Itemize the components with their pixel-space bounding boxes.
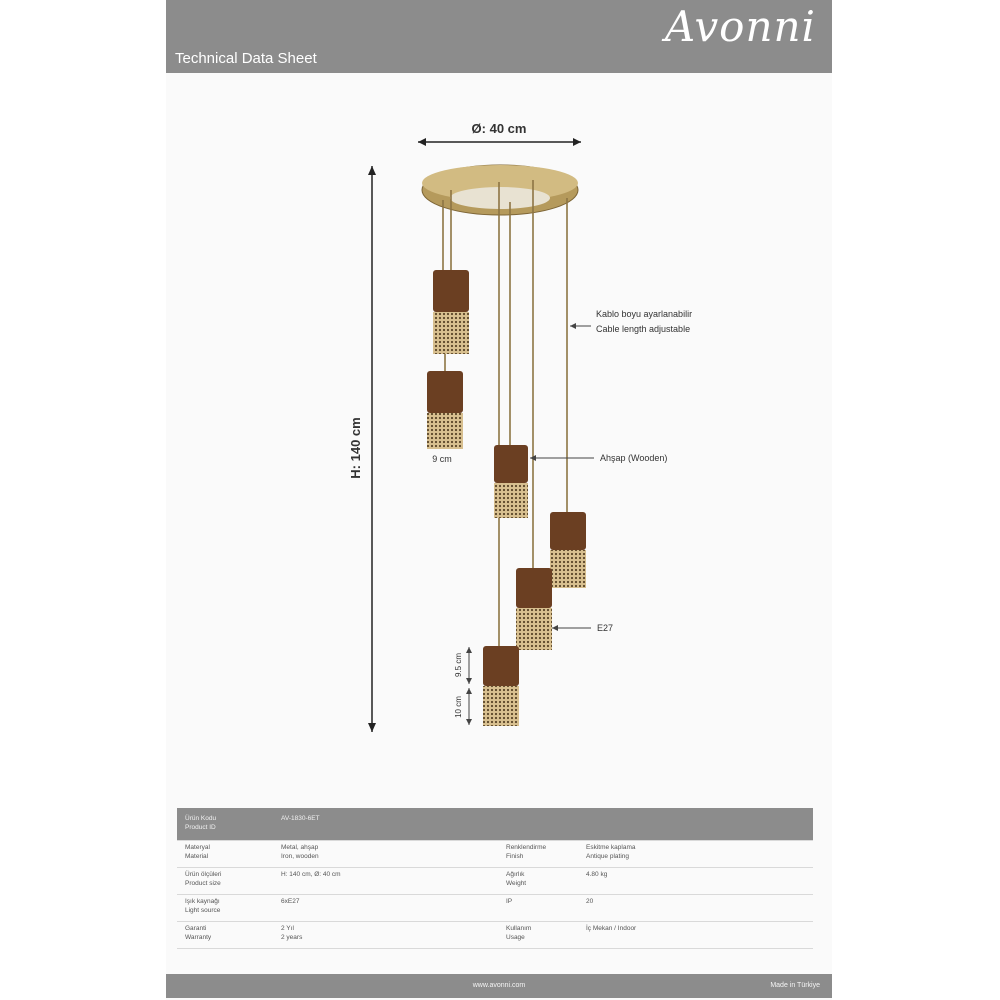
spec-label: IP <box>506 897 513 905</box>
product-drawing <box>166 80 832 780</box>
spec-label: Renklendirme Finish <box>506 843 547 860</box>
spec-value: İç Mekan / Indoor <box>586 924 637 932</box>
shade-height-dimensions <box>454 647 472 725</box>
spec-label: Işık kaynağı Light source <box>185 897 221 914</box>
table-row <box>177 840 813 867</box>
wood-label: Ahşap (Wooden) <box>600 453 668 463</box>
socket-callout <box>552 623 613 633</box>
pendant-shade-3 <box>494 445 528 518</box>
height-label: H: 140 cm <box>348 417 363 479</box>
spec-label: Ürün Kodu Product ID <box>177 808 273 840</box>
wood-height-label: 9.5 cm <box>454 652 463 678</box>
spec-value: 20 <box>586 897 594 905</box>
pendant-shade-4 <box>550 512 586 588</box>
diameter-label: Ø: 40 cm <box>471 121 527 136</box>
spec-value: AV-1830-6ET <box>273 808 498 840</box>
spec-value: 6xE27 <box>281 897 300 905</box>
spec-label: Kullanım Usage <box>506 924 532 941</box>
pendant-shade-1 <box>433 270 469 354</box>
table-row <box>177 867 813 894</box>
sheet-title: Technical Data Sheet <box>175 50 317 67</box>
spec-value: Metal, ahşap Iron, wooden <box>281 843 319 860</box>
brand-logo: Avonni <box>664 2 816 51</box>
wood-callout <box>530 453 667 463</box>
spec-value: 4.80 kg <box>586 870 608 878</box>
table-row <box>177 894 813 921</box>
footer-made-in: Made in Türkiye <box>770 982 820 989</box>
table-row <box>177 808 813 840</box>
spec-value: H: 140 cm, Ø: 40 cm <box>281 870 341 878</box>
spec-value: Eskitme kaplama Antique plating <box>586 843 636 860</box>
pendant-shade-2 <box>427 371 463 449</box>
spec-label: Materyal Material <box>185 843 210 860</box>
ceiling-canopy <box>422 165 578 215</box>
footer-website: www.avonni.com <box>472 982 526 989</box>
cable-label-en: Cable length adjustable <box>596 324 691 334</box>
spec-value: 2 Yıl 2 years <box>281 924 303 941</box>
table-row <box>177 921 813 948</box>
footer-bar <box>166 974 832 998</box>
cable-callout <box>570 309 692 334</box>
height-dimension <box>348 166 376 732</box>
cable-label-tr: Kablo boyu ayarlanabilir <box>596 309 693 319</box>
socket-label: E27 <box>597 623 614 633</box>
shade-width-label: 9 cm <box>432 454 452 464</box>
specs-table <box>177 808 813 949</box>
spec-label: Ürün ölçüleri Product size <box>185 870 222 887</box>
mesh-height-label: 10 cm <box>454 696 463 718</box>
pendant-shade-5 <box>516 568 552 650</box>
diameter-dimension <box>418 121 581 146</box>
spec-label: Garanti Warranty <box>185 924 212 941</box>
spec-label: Ağırlık Weight <box>506 870 527 887</box>
pendant-shade-6 <box>483 646 519 726</box>
header-bar <box>166 0 832 73</box>
